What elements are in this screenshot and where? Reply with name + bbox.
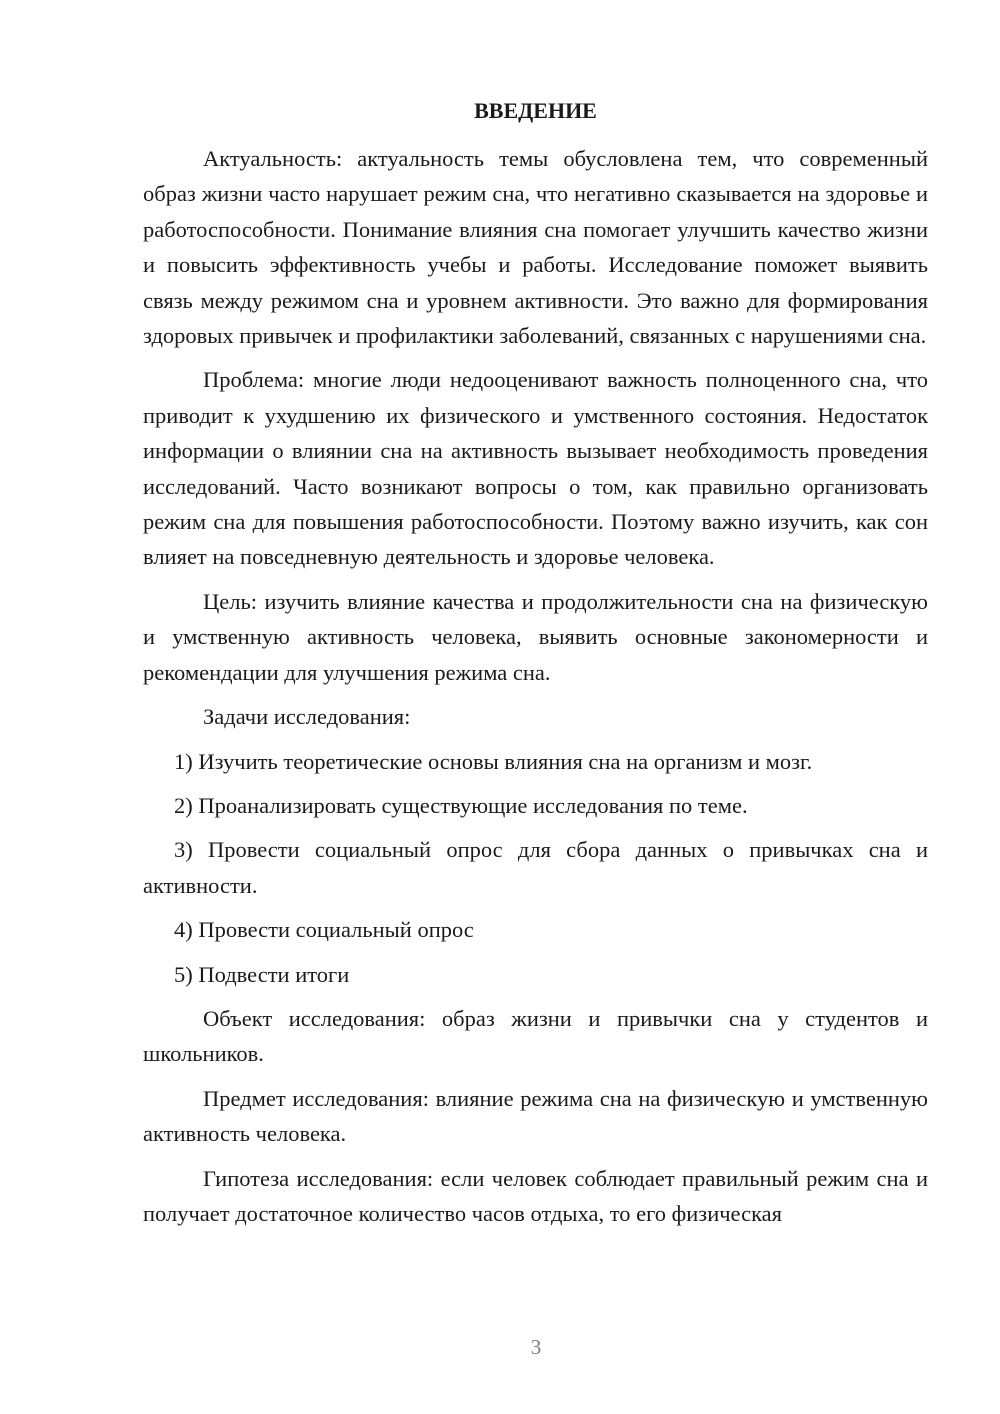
paragraph-hypothesis: Гипотеза исследования: если человек соблюдает правильный режим сна и получает достаточное количество часов отдыха, то его физическая	[143, 1165, 928, 1226]
task-item: 1) Изучить теоретические основы влияния сна на организм и мозг.	[174, 748, 813, 774]
tasks-list	[143, 744, 928, 992]
document-body	[143, 141, 928, 1240]
task-item: 4) Провести социальный опрос	[174, 917, 474, 943]
paragraph-goal: Цель: изучить влияние качества и продолжительности сна на физическую и умственную активность человека, выявить основные закономерности и рекомендации для улучшения режима сна.	[143, 588, 928, 685]
task-item: 3) Провести социальный опрос для сбора данных о привычках сна и активности.	[143, 837, 928, 898]
paragraph-problem: Проблема: многие люди недооценивают важность полноценного сна, что приводит к ухудшению их физического и умственного состояния. Недостаток информации о влиянии сна на активность вызывает необходимость проведения исследований. Часто возникают вопросы о том, как правильно организовать режим сна для повышения работоспособности. Поэтому важно изучить, как сон влияет на повседневную деятельность и здоровье человека.	[143, 367, 928, 570]
task-item: 2) Проанализировать существующие исследования по теме.	[174, 792, 748, 818]
paragraph-subject: Предмет исследования: влияние режима сна на физическую и умственную активность человека.	[143, 1085, 928, 1147]
task-item: 5) Подвести итоги	[174, 961, 350, 987]
page-title: ВВЕДЕНИЕ	[474, 98, 597, 123]
page-number: 3	[530, 1335, 542, 1359]
paragraph-relevance: Актуальность: актуальность темы обусловлена тем, что современный образ жизни часто нарушает режим сна, что негативно сказывается на здоровье и работоспособности. Понимание влияния сна помогает улучшить качество жизни и повысить эффективность учебы и работы. Исследование поможет выявить связь между режимом сна и уровнем активности. Это важно для формирования здоровых привычек и профилактики заболеваний, связанных с нарушениями сна.	[143, 146, 928, 349]
tasks-heading: Задачи исследования:	[203, 704, 411, 730]
paragraph-object: Объект исследования: образ жизни и привычки сна у студентов и школьников.	[143, 1005, 928, 1067]
